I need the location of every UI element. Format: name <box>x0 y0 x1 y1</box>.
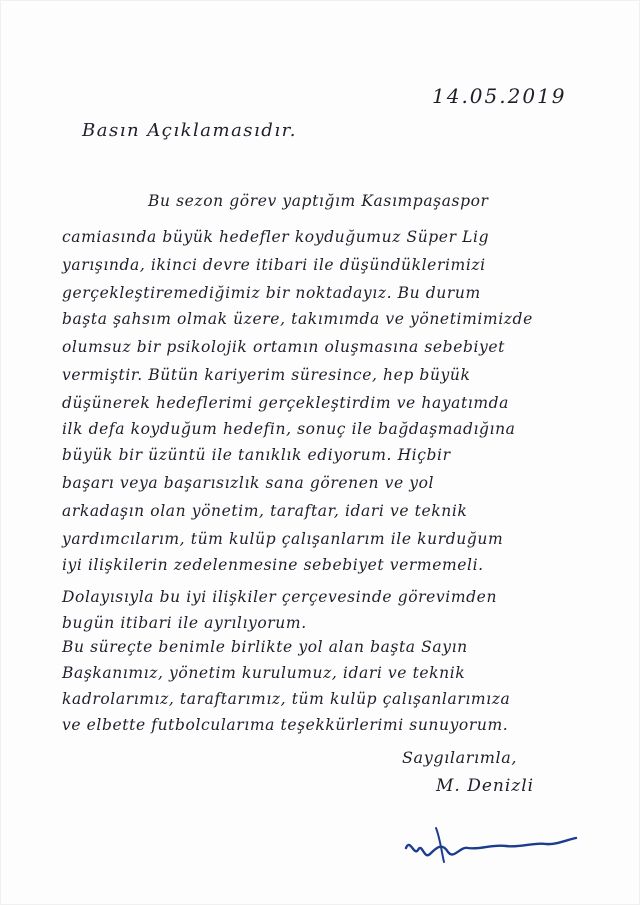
signature-mark <box>396 798 596 878</box>
letter-line: olumsuz bir psikolojik ortamın oluşmasına sebebiyet <box>62 338 506 356</box>
letter-line: iyi ilişkilerin zedelenmesine sebebiyet vermemeli. <box>62 556 484 574</box>
letter-author: M. Denizli <box>436 776 535 796</box>
letter-line: bugün itibari ile ayrılıyorum. <box>62 614 307 632</box>
letter-line: ve elbette futbolcularıma teşekkürlerimi sunuyorum. <box>62 716 509 734</box>
letter-line: vermiştir. Bütün kariyerim süresince, hep büyük <box>62 366 471 384</box>
letter-line: Bu süreçte benimle birlikte yol alan başta Sayın <box>62 638 468 656</box>
letter-line: başta şahsım olmak üzere, takımımda ve yönetimimizde <box>62 310 533 328</box>
letter-line: arkadaşın olan yönetim, taraftar, idari ve teknik <box>62 502 468 520</box>
letter-line: Dolayısıyla bu iyi ilişkiler çerçevesinde görevimden <box>62 588 498 606</box>
letter-closing: Saygılarımla, <box>402 748 518 767</box>
letter-line: başarı veya başarısızlık sana görenen ve yol <box>62 474 435 492</box>
letter-line: kadrolarımız, taraftarımız, tüm kulüp çalışanlarımıza <box>62 690 511 708</box>
letter-line: yardımcılarım, tüm kulüp çalışanlarım ile kurduğum <box>62 530 504 548</box>
letter-heading: Basın Açıklamasıdır. <box>82 120 297 141</box>
letter-line: gerçekleştiremediğimiz bir noktadayız. Bu durum <box>62 284 481 302</box>
letter-date: 14.05.2019 <box>432 84 567 108</box>
letter-line: düşünerek hedeflerimi gerçekleştirdim ve hayatımda <box>62 394 510 412</box>
letter-line: büyük bir üzüntü ile tanıklık ediyorum. Hiçbir <box>62 446 451 464</box>
letter-line: camiasında büyük hedefler koyduğumuz Süper Lig <box>62 228 490 246</box>
letter-line: Başkanımız, yönetim kurulumuz, idari ve teknik <box>62 664 466 682</box>
letter-line: Bu sezon görev yaptığım Kasımpaşaspor <box>148 192 489 210</box>
letter-line: ilk defa koyduğum hedefin, sonuç ile bağdaşmadığına <box>62 420 516 438</box>
letter-line: yarışında, ikinci devre itibari ile düşündüklerimizi <box>62 256 486 274</box>
